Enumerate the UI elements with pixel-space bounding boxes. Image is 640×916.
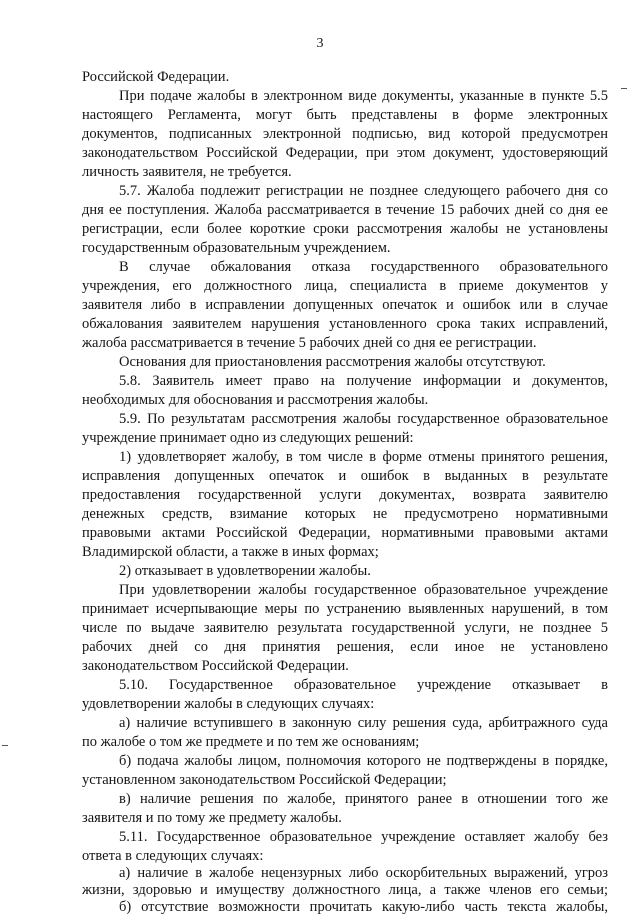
text-line: 5.8. Заявитель имеет право на получение информации и документов, xyxy=(119,373,608,389)
text-line: 5.9. По результатам рассмотрения жалобы государственное образовательное xyxy=(119,411,608,427)
text-line: принимает исчерпывающие меры по устранению выявленных нарушений, в том xyxy=(82,601,608,617)
text-line: 2) отказывает в удовлетворении жалобы. xyxy=(119,563,371,579)
scan-mark xyxy=(2,745,8,746)
text-line: законодательством Российской Федерации. xyxy=(82,658,349,674)
text-line: учреждение принимает одно из следующих решений: xyxy=(82,430,414,446)
text-line: заявителя и по тому же предмету жалобы. xyxy=(82,810,342,826)
text-line: числе по выдаче заявителю результата государственной услуги, не позднее 5 xyxy=(82,620,608,636)
text-line: заявителя либо в исправлении допущенных опечаток и ошибок или в случае xyxy=(82,297,608,313)
text-line: денежных средств, взимание которых не предусмотрено нормативными xyxy=(82,506,608,522)
text-line: Владимирской области, а также в иных формах; xyxy=(82,544,379,560)
text-line: установленном законодательством Российской Федерации; xyxy=(82,772,447,788)
text-line: исправления допущенных опечаток и ошибок в выданных в результате xyxy=(82,468,608,484)
text-line: обжалования заявителем нарушения установленного срока таких исправлений, xyxy=(82,316,608,332)
text-line: а) наличие в жалобе нецензурных либо оскорбительных выражений, угроз xyxy=(119,865,608,881)
text-line: предоставления государственной услуги документах, возврата заявителю xyxy=(82,487,608,503)
text-line: 1) удовлетворяет жалобу, в том числе в форме отмены принятого решения, xyxy=(119,449,608,465)
text-line: а) наличие вступившего в законную силу решения суда, арбитражного суда xyxy=(119,715,608,731)
text-line: При подаче жалобы в электронном виде документы, указанные в пункте 5.5 xyxy=(119,88,608,104)
text-line: необходимых для обоснования и рассмотрения жалобы. xyxy=(82,392,429,408)
text-line: удовлетворении жалобы в следующих случаях: xyxy=(82,696,375,712)
text-line: по жалобе о том же предмете и по тем же основаниям; xyxy=(82,734,420,750)
text-line: учреждения, его должностного лица, специалиста в приеме документов у xyxy=(82,278,608,294)
text-line: жалоба рассматривается в течение 5 рабочих дней со дня ее регистрации. xyxy=(82,335,537,351)
text-line: Основания для приостановления рассмотрения жалобы отсутствуют. xyxy=(119,354,546,370)
scan-mark xyxy=(621,88,627,89)
text-line: государственным образовательным учреждением. xyxy=(82,240,391,256)
text-line: рабочих дней со дня принятия решения, если иное не установлено xyxy=(82,639,608,655)
text-line: б) отсутствие возможности прочитать какую-либо часть текста жалобы, xyxy=(119,899,608,915)
text-line: При удовлетворении жалобы государственное образовательное учреждение xyxy=(119,582,608,598)
text-line: 5.10. Государственное образовательное учреждение отказывает в xyxy=(119,677,608,693)
text-line: настоящего Регламента, могут быть представлены в форме электронных xyxy=(82,107,608,123)
text-line: дня ее поступления. Жалоба рассматривается в течение 15 рабочих дней со дня ее xyxy=(82,202,608,218)
text-line: документов, подписанных электронной подписью, вид которой предусмотрен xyxy=(82,126,608,142)
text-line: личность заявителя, не требуется. xyxy=(82,164,292,180)
text-line: 5.11. Государственное образовательное учреждение оставляет жалобу без xyxy=(119,829,608,845)
text-line: регистрации, если более короткие сроки рассмотрения жалобы не установлены xyxy=(82,221,608,237)
text-line: 5.7. Жалоба подлежит регистрации не позднее следующего рабочего дня со xyxy=(119,183,608,199)
text-line: жизни, здоровью и имуществу должностного лица, а также членов его семьи; xyxy=(82,882,608,898)
text-line: В случае обжалования отказа государственного образовательного xyxy=(119,259,608,275)
text-line: законодательством Российской Федерации, при этом документ, удостоверяющий xyxy=(82,145,608,161)
text-line: б) подача жалобы лицом, полномочия которого не подтверждены в порядке, xyxy=(119,753,608,769)
text-line: правовыми актами Российской Федерации, нормативными правовыми актами xyxy=(82,525,608,541)
text-line: ответа в следующих случаях: xyxy=(82,848,264,864)
text-line: Российской Федерации. xyxy=(82,69,230,85)
page-number: 3 xyxy=(316,36,324,51)
text-line: в) наличие решения по жалобе, принятого ранее в отношении того же xyxy=(119,791,608,807)
